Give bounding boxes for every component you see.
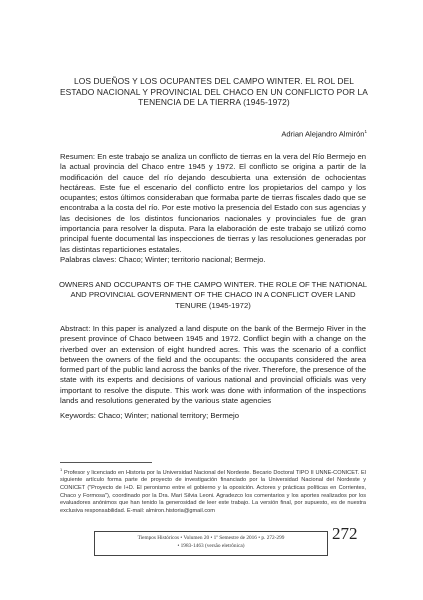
journal-citation-line-2: • 1983-1463 (versão eletrônica)	[177, 542, 245, 549]
journal-citation-box	[94, 531, 328, 556]
author-footnote-marker: 1	[364, 129, 367, 134]
abstract-paragraph: Abstract: In this paper is analyzed a land dispute on the bank of the Bermejo River in the present province of Chaco between 1945 and 1972. Conflict begin with a change on the riverbed over an extension of eight hundred acres. This was the scenario of a conflict between the owners of the field and the occupants: the occupants considered the area formed part of the public land across the banks of the river. Therefore, the presence of the state with its experts and decisions of various national and provincial officials was very important to resolve the dispute. This work was done with information of the inspections lands and resolutions generated by the various state agencies	[60, 324, 366, 406]
page-number: 272	[332, 524, 358, 543]
article-title: LOS DUEÑOS Y LOS OCUPANTES DEL CAMPO WINTER. EL ROL DEL ESTADO NACIONAL Y PROVINCIAL DEL CHACO EN UN CONFLICTO POR LA TENENCIA DE LA TIERRA (1945-1972)	[60, 76, 368, 108]
palabras-claves: Palabras claves: Chaco; Winter; territorio nacional; Bermejo.	[60, 255, 266, 264]
english-title: OWNERS AND OCCUPANTS OF THE CAMPO WINTER. THE ROLE OF THE NATIONAL AND PROVINCIAL GOVERNMENT OF THE CHACO IN A CONFLICT OVER LAND TENURE (1945-1972)	[58, 280, 368, 310]
keywords: Keywords: Chaco; Winter; national territory; Bermejo	[60, 411, 240, 420]
author-name-text: Adrian Alejandro Almirón	[281, 129, 365, 139]
footnote-text: Profesor y licenciado en Historia por la Universidad Nacional del Nordeste. Becario Doctoral TIPO II UNNE-CONICET. El siguiente artículo forma parte de proyecto de investigación financiado por la Universidad Nacional del Nordeste y CONICET ("Proyecto de I+D. El peronismo entre el gobierno y la oposición. Actores y prácticas políticas en Corrientes, Chaco y Formosa"), coordinado por la Dra. Mari Silvia Leoni. Agradezco los comentarios y los aportes realizados por los evaluadores anónimos que han tenido la generosidad de leer este trabajo. La versión final, por supuesto, es de nuestra exclusiva responsabilidad. E-mail: almiron.historia@gmail.com	[60, 469, 366, 514]
author-name	[281, 129, 367, 139]
footnote-marker: 1	[60, 467, 63, 472]
footnote	[60, 466, 366, 515]
footnote-rule	[60, 462, 152, 463]
resumen-paragraph: Resumen: En este trabajo se analiza un conflicto de tierras en la vera del Río Bermejo en la actual provincia del Chaco entre 1945 y 1972. El conflicto se origina a partir de la modificación del cauce del río dejando descubierta una extensión de ochocientas hectáreas. Este fue el escenario del conflicto entre los propietarios del campo y los ocupantes; estos últimos consideraban que formaba parte de tierras fiscales dado que se encontraba a la costa del río. Por este motivo la presencia del Estado con sus agencias y las decisiones de los distintos funcionarios nacionales y provinciales fue de gran importancia para resolver la disputa. Para la elaboración de este trabajo se utilizó como principal fuente documental las inspecciones de tierras y las resoluciones generadas por las distintas reparticiones estatales.	[60, 152, 366, 254]
journal-citation-line-1: Tiempos Históricos • Volumen 20 • 1º Semestre de 2016 • p. 272-299	[137, 535, 285, 541]
